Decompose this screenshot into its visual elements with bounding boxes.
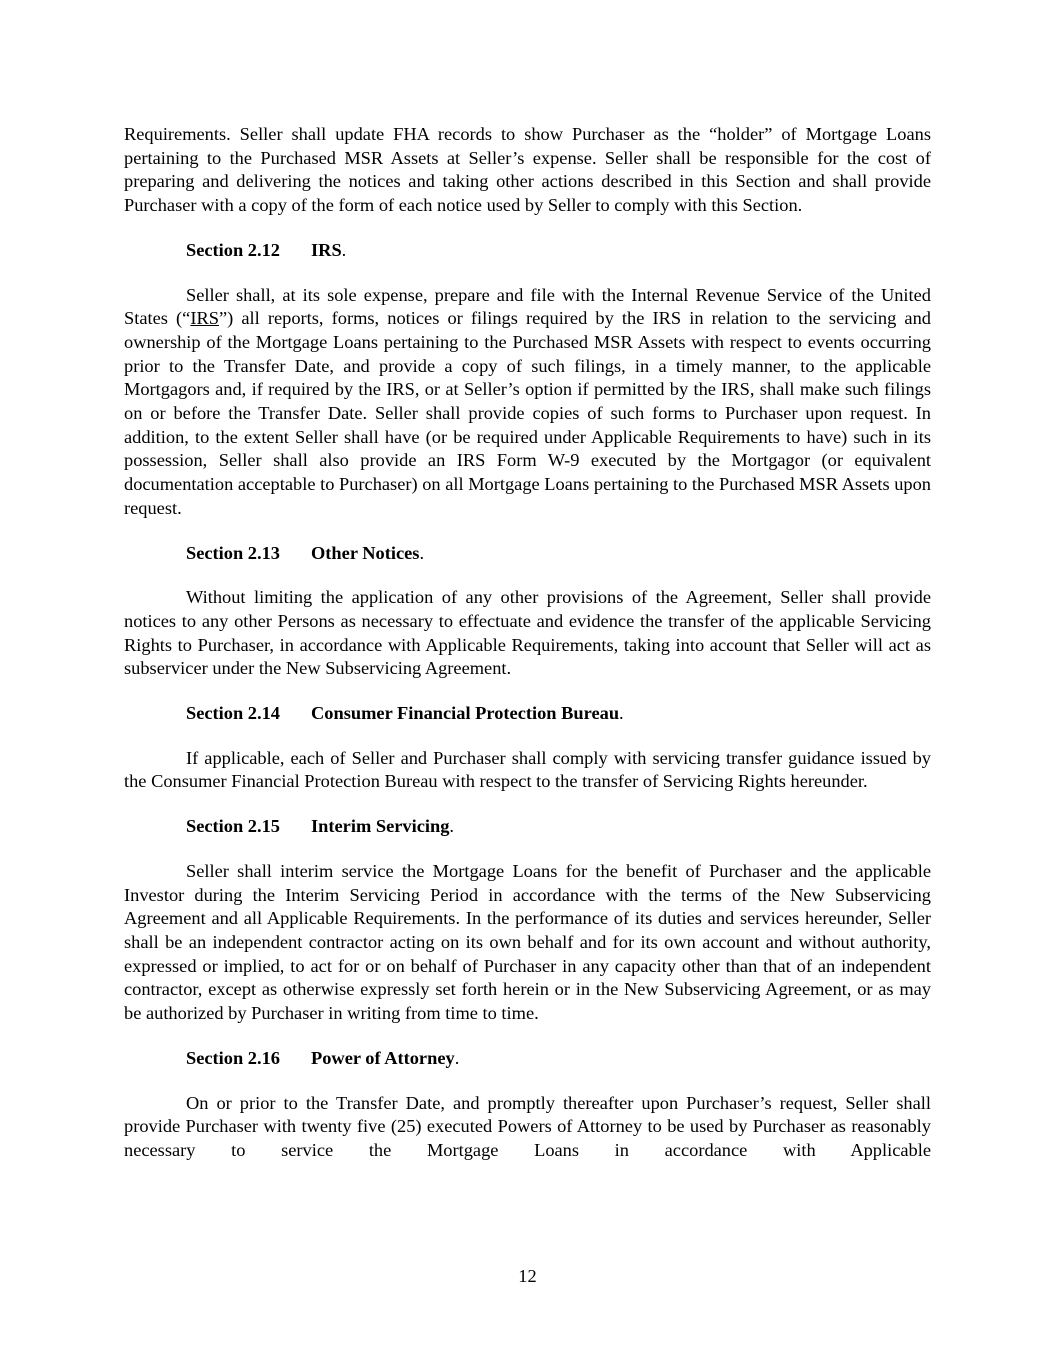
section-2-16-number: Section 2.16 xyxy=(186,1047,280,1068)
section-2-16-heading: Section 2.16 Power of Attorney. xyxy=(124,1047,931,1071)
section-2-16-title: Power of Attorney xyxy=(311,1047,455,1068)
section-2-13-number: Section 2.13 xyxy=(186,542,280,563)
section-2-14-title: Consumer Financial Protection Bureau xyxy=(311,703,620,724)
section-2-14-body: If applicable, each of Seller and Purchaser shall comply with servicing transfer guidance issued by the Consumer Financial Protection Bureau with respect to the transfer of Servicing Rights hereunder. xyxy=(124,747,931,792)
page-number: 12 xyxy=(518,1266,537,1286)
document-page xyxy=(124,123,931,1163)
section-2-13-body: Without limiting the application of any other provisions of the Agreement, Seller shall provide notices to any other Persons as necessary to effectuate and evidence the transfer of the applicable Servicing Rights to Purchaser, in accordance with Applicable Requirements, taking into account that Seller will act as subservicer under the New Subservicing Agreement. xyxy=(124,587,931,679)
section-2-15-body: Seller shall interim service the Mortgage Loans for the benefit of Purchaser and the applicable Investor during the Interim Servicing Period in accordance with the terms of the New Subservicing Agreement and all Applicable Requirements. In the performance of its duties and services hereunder, Seller shall be an independent contractor acting on its own behalf and for its own account and without authority, expressed or implied, to act for or on behalf of Purchaser in any capacity other than that of an independent contractor, except as otherwise expressly set forth herein or in the New Subservicing Agreement, or as may be authorized by Purchaser in writing from time to time. xyxy=(124,860,931,1024)
section-2-12-heading: Section 2.12 IRS. xyxy=(124,239,931,263)
section-2-14-heading: Section 2.14 Consumer Financial Protection Bureau. xyxy=(124,702,931,726)
section-2-13-heading: Section 2.13 Other Notices. xyxy=(124,542,931,566)
carryover-paragraph: Requirements. Seller shall update FHA records to show Purchaser as the “holder” of Mortgage Loans pertaining to the Purchased MSR Assets at Seller’s expense. Seller shall be responsible for the cost of preparing and delivering the notices and taking other actions described in this Section and shall provide Purchaser with a copy of the form of each notice used by Seller to comply with this Section. xyxy=(124,124,931,216)
section-2-14-number: Section 2.14 xyxy=(186,703,280,724)
section-2-16-body: On or prior to the Transfer Date, and promptly thereafter upon Purchaser’s request, Seller shall provide Purchaser with twenty five (25) executed Powers of Attorney to be used by Purchaser as reasonably necessary to service the Mortgage Loans in accordance with Applicable xyxy=(124,1092,931,1160)
section-2-15-number: Section 2.15 xyxy=(186,816,280,837)
defined-term-irs: IRS xyxy=(190,308,219,329)
section-2-13-title: Other Notices xyxy=(311,542,420,563)
section-2-12-title: IRS xyxy=(311,239,342,260)
section-2-12-body: Seller shall, at its sole expense, prepare and file with the Internal Revenue Service of the United States (“IRS”) all reports, forms, notices or filings required by the IRS in relation to the servicing and ownership of the Mortgage Loans pertaining to the Purchased MSR Assets with respect to events occurring prior to the Transfer Date, and provide a copy of such filings, in a timely manner, to the applicable Mortgagors and, if required by the IRS, or at Seller’s option if permitted by the IRS, shall make such filings on or before the Transfer Date. Seller shall provide copies of such forms to Purchaser upon request. In addition, to the extent Seller shall have (or be required under Applicable Requirements to have) such in its possession, Seller shall also provide an IRS Form W-9 executed by the Mortgagor (or equivalent documentation acceptable to Purchaser) on all Mortgage Loans pertaining to the Purchased MSR Assets upon request. xyxy=(124,284,931,518)
section-2-15-title: Interim Servicing xyxy=(311,816,450,837)
section-2-15-heading: Section 2.15 Interim Servicing. xyxy=(124,815,931,839)
section-2-12-number: Section 2.12 xyxy=(186,239,280,260)
